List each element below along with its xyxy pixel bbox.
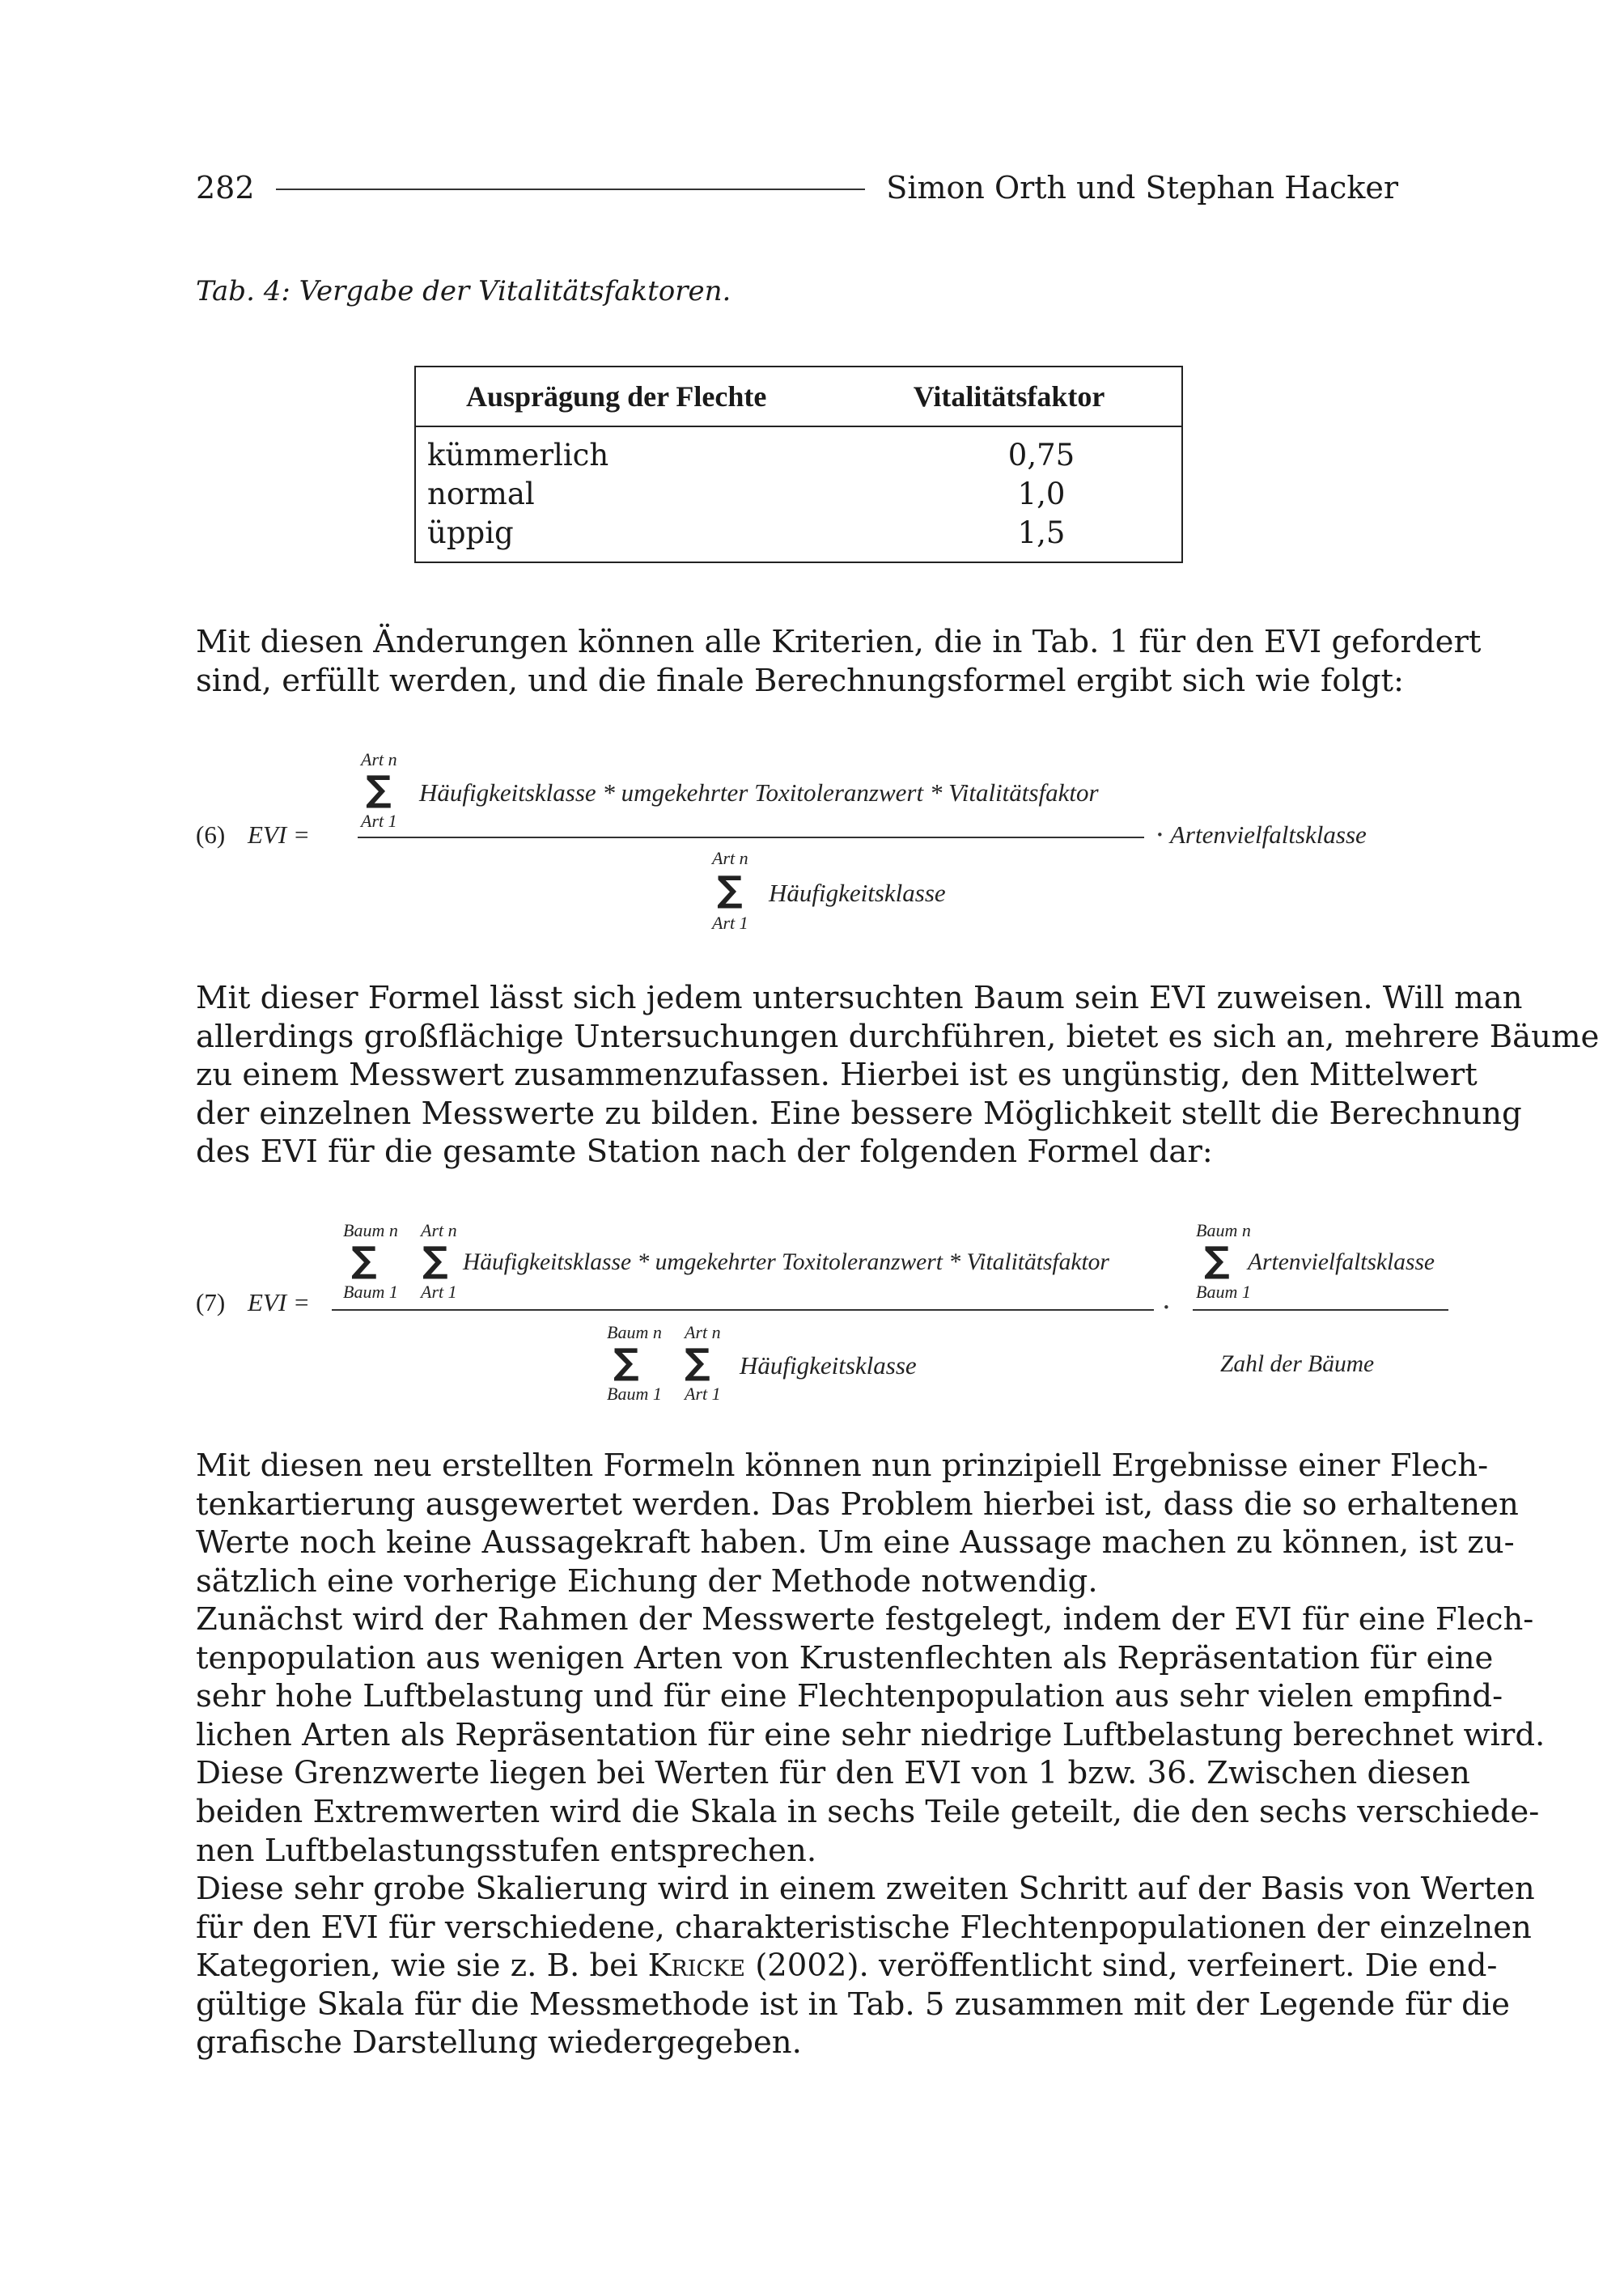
text-line: Werte noch keine Aussagekraft haben. Um eine Aussage machen zu können, ist zu- — [196, 1524, 1515, 1562]
running-header — [196, 165, 1398, 210]
text-line: sehr hohe Luftbelastung und für eine Flechtenpopulation aus sehr vielen empfind- — [196, 1678, 1503, 1715]
formula-right-numerator: Artenvielfaltsklasse — [1248, 1249, 1435, 1275]
table-row — [416, 435, 1181, 474]
sum-upper-limit: Art n — [712, 848, 748, 868]
formula-lhs: EVI = — [248, 820, 310, 849]
formula-numerator: Häufigkeitsklasse * umgekehrter Toxitoleranzwert * Vitalitätsfaktor — [463, 1249, 1109, 1275]
formula-right-denominator: Zahl der Bäume — [1220, 1351, 1375, 1377]
table-caption: Tab. 4: Vergabe der Vitalitätsfaktoren. — [196, 275, 731, 307]
sum-upper-limit: Art n — [361, 749, 397, 769]
paragraph-calibration — [196, 1600, 1546, 1870]
table-row — [416, 513, 1181, 552]
page-number: 282 — [196, 170, 255, 206]
text-line: grafische Darstellung wiedergegeben. — [196, 2024, 802, 2062]
text-line: Diese Grenzwerte liegen bei Werten für den EVI von 1 bzw. 36. Zwischen diesen — [196, 1755, 1470, 1792]
formula-denominator: Häufigkeitsklasse — [740, 1351, 917, 1380]
sigma-symbol: ∑ — [685, 1341, 710, 1383]
column-header-lichen: Ausprägung der Flechte — [466, 380, 767, 413]
sum-upper-limit: Baum n — [343, 1220, 398, 1240]
sum-upper-limit: Art n — [685, 1322, 721, 1342]
fraction-bar — [358, 837, 1144, 838]
text-line: lichen Arten als Repräsentation für eine sehr niedrige Luftbelastung berechnet wird. — [196, 1716, 1546, 1753]
paragraph-scale-refinement — [196, 1870, 1535, 2062]
sum-lower-limit: Baum 1 — [1196, 1282, 1251, 1302]
paragraph-formula7-intro — [196, 979, 1600, 1172]
citation-author: Kricke — [647, 1948, 745, 1985]
sum-lower-limit: Art 1 — [361, 811, 397, 831]
text-line: Zunächst wird der Rahmen der Messwerte festgelegt, indem der EVI für eine Flech- — [196, 1601, 1534, 1638]
multiplication-dot: · — [1162, 1291, 1171, 1324]
text-line: der einzelnen Messwerte zu bilden. Eine bessere Möglichkeit stellt die Berechnung — [196, 1095, 1522, 1132]
formula-number: (7) — [196, 1288, 226, 1316]
sigma-symbol: ∑ — [366, 769, 392, 810]
table-cell: 1,5 — [1017, 515, 1066, 550]
sum-upper-limit: Baum n — [607, 1322, 662, 1342]
text-line: Mit dieser Formel lässt sich jedem untersuchten Baum sein EVI zuweisen. Will man — [196, 980, 1523, 1016]
multiplication-dot: · — [1155, 819, 1164, 851]
text-line: sätzlich eine vorherige Eichung der Methode notwendig. — [196, 1562, 1098, 1600]
sigma-symbol: ∑ — [351, 1240, 377, 1281]
table-header-row — [416, 367, 1181, 427]
sum-upper-limit: Baum n — [1196, 1220, 1251, 1240]
text-line: Diese sehr grobe Skalierung wird in einem zweiten Schritt auf der Basis von Werten — [196, 1871, 1535, 1907]
text-line: des EVI für die gesamte Station nach der folgenden Formel dar: — [196, 1134, 1213, 1171]
sum-upper-limit: Art n — [421, 1220, 457, 1240]
sigma-symbol: ∑ — [613, 1341, 639, 1383]
text-fragment: Kategorien, wie sie z. B. bei — [196, 1948, 648, 1985]
running-header-authors: Simon Orth und Stephan Hacker — [886, 170, 1398, 206]
sum-lower-limit: Art 1 — [421, 1282, 457, 1302]
sum-lower-limit: Baum 1 — [607, 1384, 662, 1404]
table-cell: 0,75 — [1007, 437, 1075, 473]
text-line: sind, erfüllt werden, und die finale Berechnungsformel ergibt sich wie folgt: — [196, 662, 1405, 699]
sigma-symbol: ∑ — [422, 1240, 448, 1281]
table-cell: 1,0 — [1017, 476, 1066, 511]
fraction-bar — [332, 1309, 1154, 1311]
sum-lower-limit: Baum 1 — [343, 1282, 398, 1302]
text-line: tenpopulation aus wenigen Arten von Krustenflechten als Repräsentation für eine — [196, 1639, 1494, 1676]
formula-numerator: Häufigkeitsklasse * umgekehrter Toxitoleranzwert * Vitalitätsfaktor — [419, 778, 1099, 807]
text-line: nen Luftbelastungsstufen entsprechen. — [196, 1832, 817, 1869]
text-line: gültige Skala für die Messmethode ist in Tab. 5 zusammen mit der Legende für die — [196, 1986, 1510, 2023]
text-line — [196, 1947, 1498, 1986]
table-cell: kümmerlich — [427, 437, 609, 473]
formula-factor: Artenvielfaltsklasse — [1170, 820, 1367, 849]
paragraph-intro-formula6 — [196, 623, 1482, 700]
text-line: Mit diesen Änderungen können alle Kriterien, die in Tab. 1 für den EVI gefordert — [196, 624, 1482, 660]
table-cell: normal — [427, 476, 535, 511]
fraction-bar — [1193, 1309, 1448, 1311]
formula-lhs: EVI = — [248, 1288, 310, 1316]
text-line: Mit diesen neu erstellten Formeln können nun prinzipiell Ergebnisse einer Flech- — [196, 1447, 1489, 1484]
sigma-symbol: ∑ — [717, 869, 743, 910]
text-line: zu einem Messwert zusammenzufassen. Hierbei ist es ungünstig, den Mittelwert — [196, 1057, 1478, 1094]
table-row — [416, 474, 1181, 513]
header-rule — [276, 189, 866, 190]
column-header-factor: Vitalitätsfaktor — [913, 380, 1105, 413]
text-line: tenkartierung ausgewertet werden. Das Problem hierbei ist, dass die so erhaltenen — [196, 1486, 1519, 1523]
paragraph-evaluation — [196, 1447, 1519, 1600]
vitality-table — [414, 366, 1183, 563]
sum-lower-limit: Art 1 — [685, 1384, 721, 1404]
sum-lower-limit: Art 1 — [712, 913, 748, 933]
sigma-symbol: ∑ — [1204, 1240, 1230, 1281]
formula-number: (6) — [196, 820, 226, 849]
table-body — [416, 427, 1181, 552]
table-cell: üppig — [427, 515, 514, 550]
text-fragment: (2002). veröffentlicht sind, verfeinert. Die end- — [744, 1948, 1498, 1985]
text-line: beiden Extremwerten wird die Skala in sechs Teile geteilt, die den sechs verschiede- — [196, 1793, 1540, 1830]
formula-denominator: Häufigkeitsklasse — [769, 879, 946, 907]
text-line: allerdings großflächige Untersuchungen durchführen, bietet es sich an, mehrere Bäume — [196, 1018, 1600, 1055]
text-line: für den EVI für verschiedene, charakteristische Flechtenpopulationen der einzelnen — [196, 1909, 1532, 1946]
